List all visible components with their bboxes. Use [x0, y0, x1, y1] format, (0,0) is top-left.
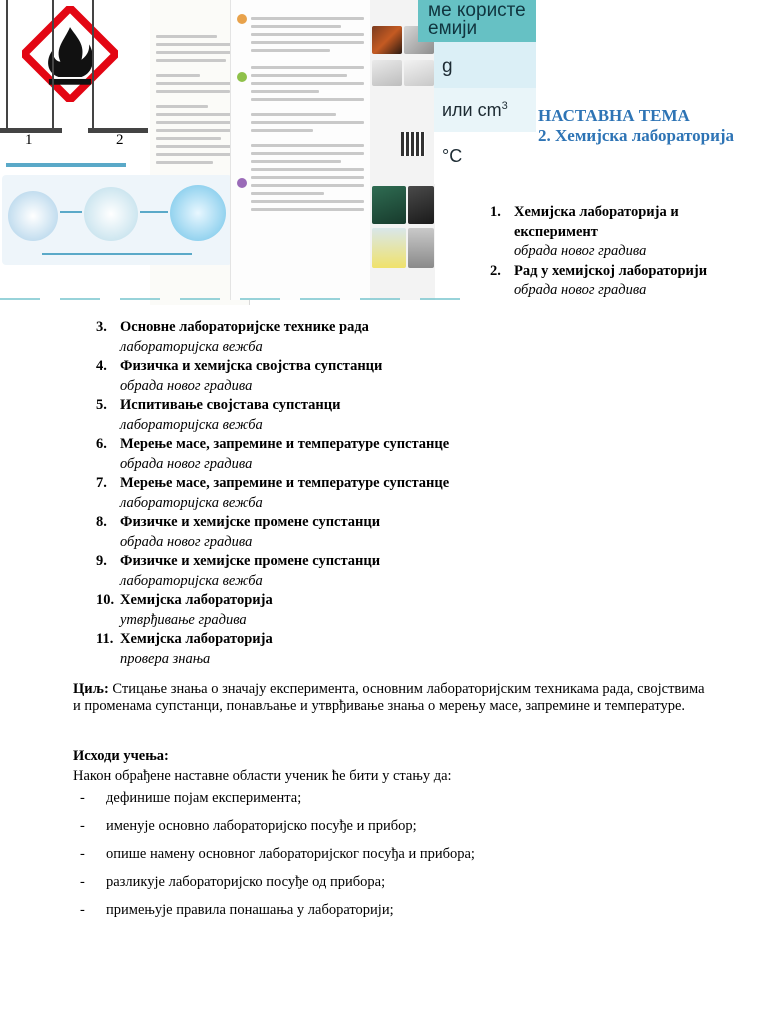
outcomes-intro: Након обрађене наставне области ученик ће бити у стању да:	[73, 768, 452, 784]
lesson-number: 7.	[96, 475, 107, 491]
lesson-number: 3.	[96, 319, 107, 335]
states-of-matter-diagram	[2, 175, 232, 265]
lesson-item	[96, 396, 596, 435]
outcome-text: разликује лабораторијско посуђе од прибора;	[106, 874, 386, 890]
bullet-dash: -	[80, 902, 85, 918]
lesson-title: Физичке и хемијске промене супстанци	[120, 514, 381, 530]
outcome-text: дефинише појам експеримента;	[106, 790, 302, 806]
lesson-type: обрада новог градива	[120, 377, 253, 394]
outcome-text: именује основно лабораторијско посуђе и прибор;	[106, 818, 417, 834]
lesson-title: Мерење масе, запремине и температуре супстанце	[120, 436, 450, 452]
lesson-title: Испитивање својстава супстанци	[120, 397, 341, 413]
lesson-number: 2.	[490, 262, 501, 279]
lesson-item	[96, 630, 596, 669]
lesson-type: лабораторијска вежба	[120, 572, 263, 589]
bullet-dash: -	[80, 874, 85, 890]
lesson-type: провера знања	[120, 650, 211, 667]
outcome-text: примењује правила понашања у лабораторији;	[106, 902, 394, 918]
lesson-title: Основне лабораторијске технике рада	[120, 319, 369, 335]
lesson-number: 10.	[96, 592, 115, 608]
goal-text: Стицање знања о значају експеримента, основним лабораторијским техникама рада, својствима и променама супстанци, понављање и утврђивање знања о мерењу масе, запремине и температуре.	[73, 681, 705, 714]
lesson-title: Физичка и хемијска својства супстанци	[120, 358, 383, 374]
lesson-type: обрада новог градива	[120, 533, 253, 550]
textbook-page-right	[230, 0, 370, 300]
outcomes-heading: Исходи учења:	[73, 748, 169, 764]
lesson-item	[96, 357, 596, 396]
lesson-number: 6.	[96, 436, 107, 452]
bullet-dash: -	[80, 790, 85, 806]
lesson-number: 5.	[96, 397, 107, 413]
bullet-dash: -	[80, 846, 85, 862]
unit-temperature: °C	[442, 146, 463, 166]
bullet-dash: -	[80, 818, 85, 834]
lesson-title: Хемијска лабораторија и експеримент	[514, 204, 679, 240]
outcomes-list	[80, 790, 680, 930]
lesson-title: Мерење масе, запремине и температуре супстанце	[120, 475, 450, 491]
topic-heading	[538, 106, 758, 146]
figure-label-2: 2	[116, 132, 124, 148]
lesson-type: обрада новог градива	[514, 282, 647, 298]
topic-title: 2. Хемијска лабораторија	[538, 126, 735, 145]
unit-temperature-box	[434, 132, 536, 184]
lesson-item	[490, 203, 760, 262]
lesson-item	[96, 435, 596, 474]
lesson-item	[96, 552, 596, 591]
outcome-item	[80, 846, 680, 874]
figure-label-1: 1	[25, 132, 33, 148]
goal-paragraph	[73, 681, 713, 715]
lab-stand-illustration	[0, 0, 150, 160]
unit-volume: или cm	[442, 100, 502, 120]
lesson-type: лабораторијска вежба	[120, 338, 263, 355]
banner-text: ме користе емији	[428, 0, 526, 39]
lesson-list-top	[490, 203, 760, 301]
unit-mass: g	[442, 56, 453, 77]
outcome-item	[80, 902, 680, 930]
unit-mass-box	[434, 42, 536, 88]
outcome-item	[80, 818, 680, 846]
lesson-list	[96, 318, 596, 669]
lesson-number: 9.	[96, 553, 107, 569]
lesson-item	[96, 591, 596, 630]
outcome-text: опише намену основног лабораторијског посуђа и прибора;	[106, 846, 475, 862]
lesson-title: Хемијска лабораторија	[120, 631, 273, 647]
lesson-item	[96, 513, 596, 552]
lesson-title: Хемијска лабораторија	[120, 592, 273, 608]
lesson-number: 1.	[490, 204, 501, 220]
lesson-title: Физичке и хемијске промене супстанци	[120, 553, 381, 569]
outcome-item	[80, 874, 680, 902]
textbook-banner	[418, 0, 536, 42]
textbook-collage	[0, 0, 540, 305]
lesson-type: утврђивање градива	[120, 611, 247, 628]
lesson-number: 11.	[96, 631, 114, 647]
lesson-type: лабораторијска вежба	[120, 416, 263, 433]
topic-label: НАСТАВНА ТЕМА	[538, 106, 690, 125]
lesson-type: лабораторијска вежба	[120, 494, 263, 511]
lesson-number: 8.	[96, 514, 107, 530]
lesson-title: Рад у хемијској лабораторији	[514, 262, 708, 279]
lesson-number: 4.	[96, 358, 107, 374]
unit-volume-box	[434, 88, 536, 132]
lesson-item	[96, 474, 596, 513]
lesson-item	[490, 262, 760, 301]
lesson-type: обрада новог градива	[120, 455, 253, 472]
qr-code-icon	[401, 132, 425, 156]
outcome-item	[80, 790, 680, 818]
unit-volume-exponent: 3	[501, 100, 508, 112]
flammable-hazard-icon	[22, 6, 118, 102]
lesson-item	[96, 318, 596, 357]
lesson-type: обрада новог градива	[514, 243, 647, 259]
goal-label: Циљ:	[73, 681, 109, 697]
